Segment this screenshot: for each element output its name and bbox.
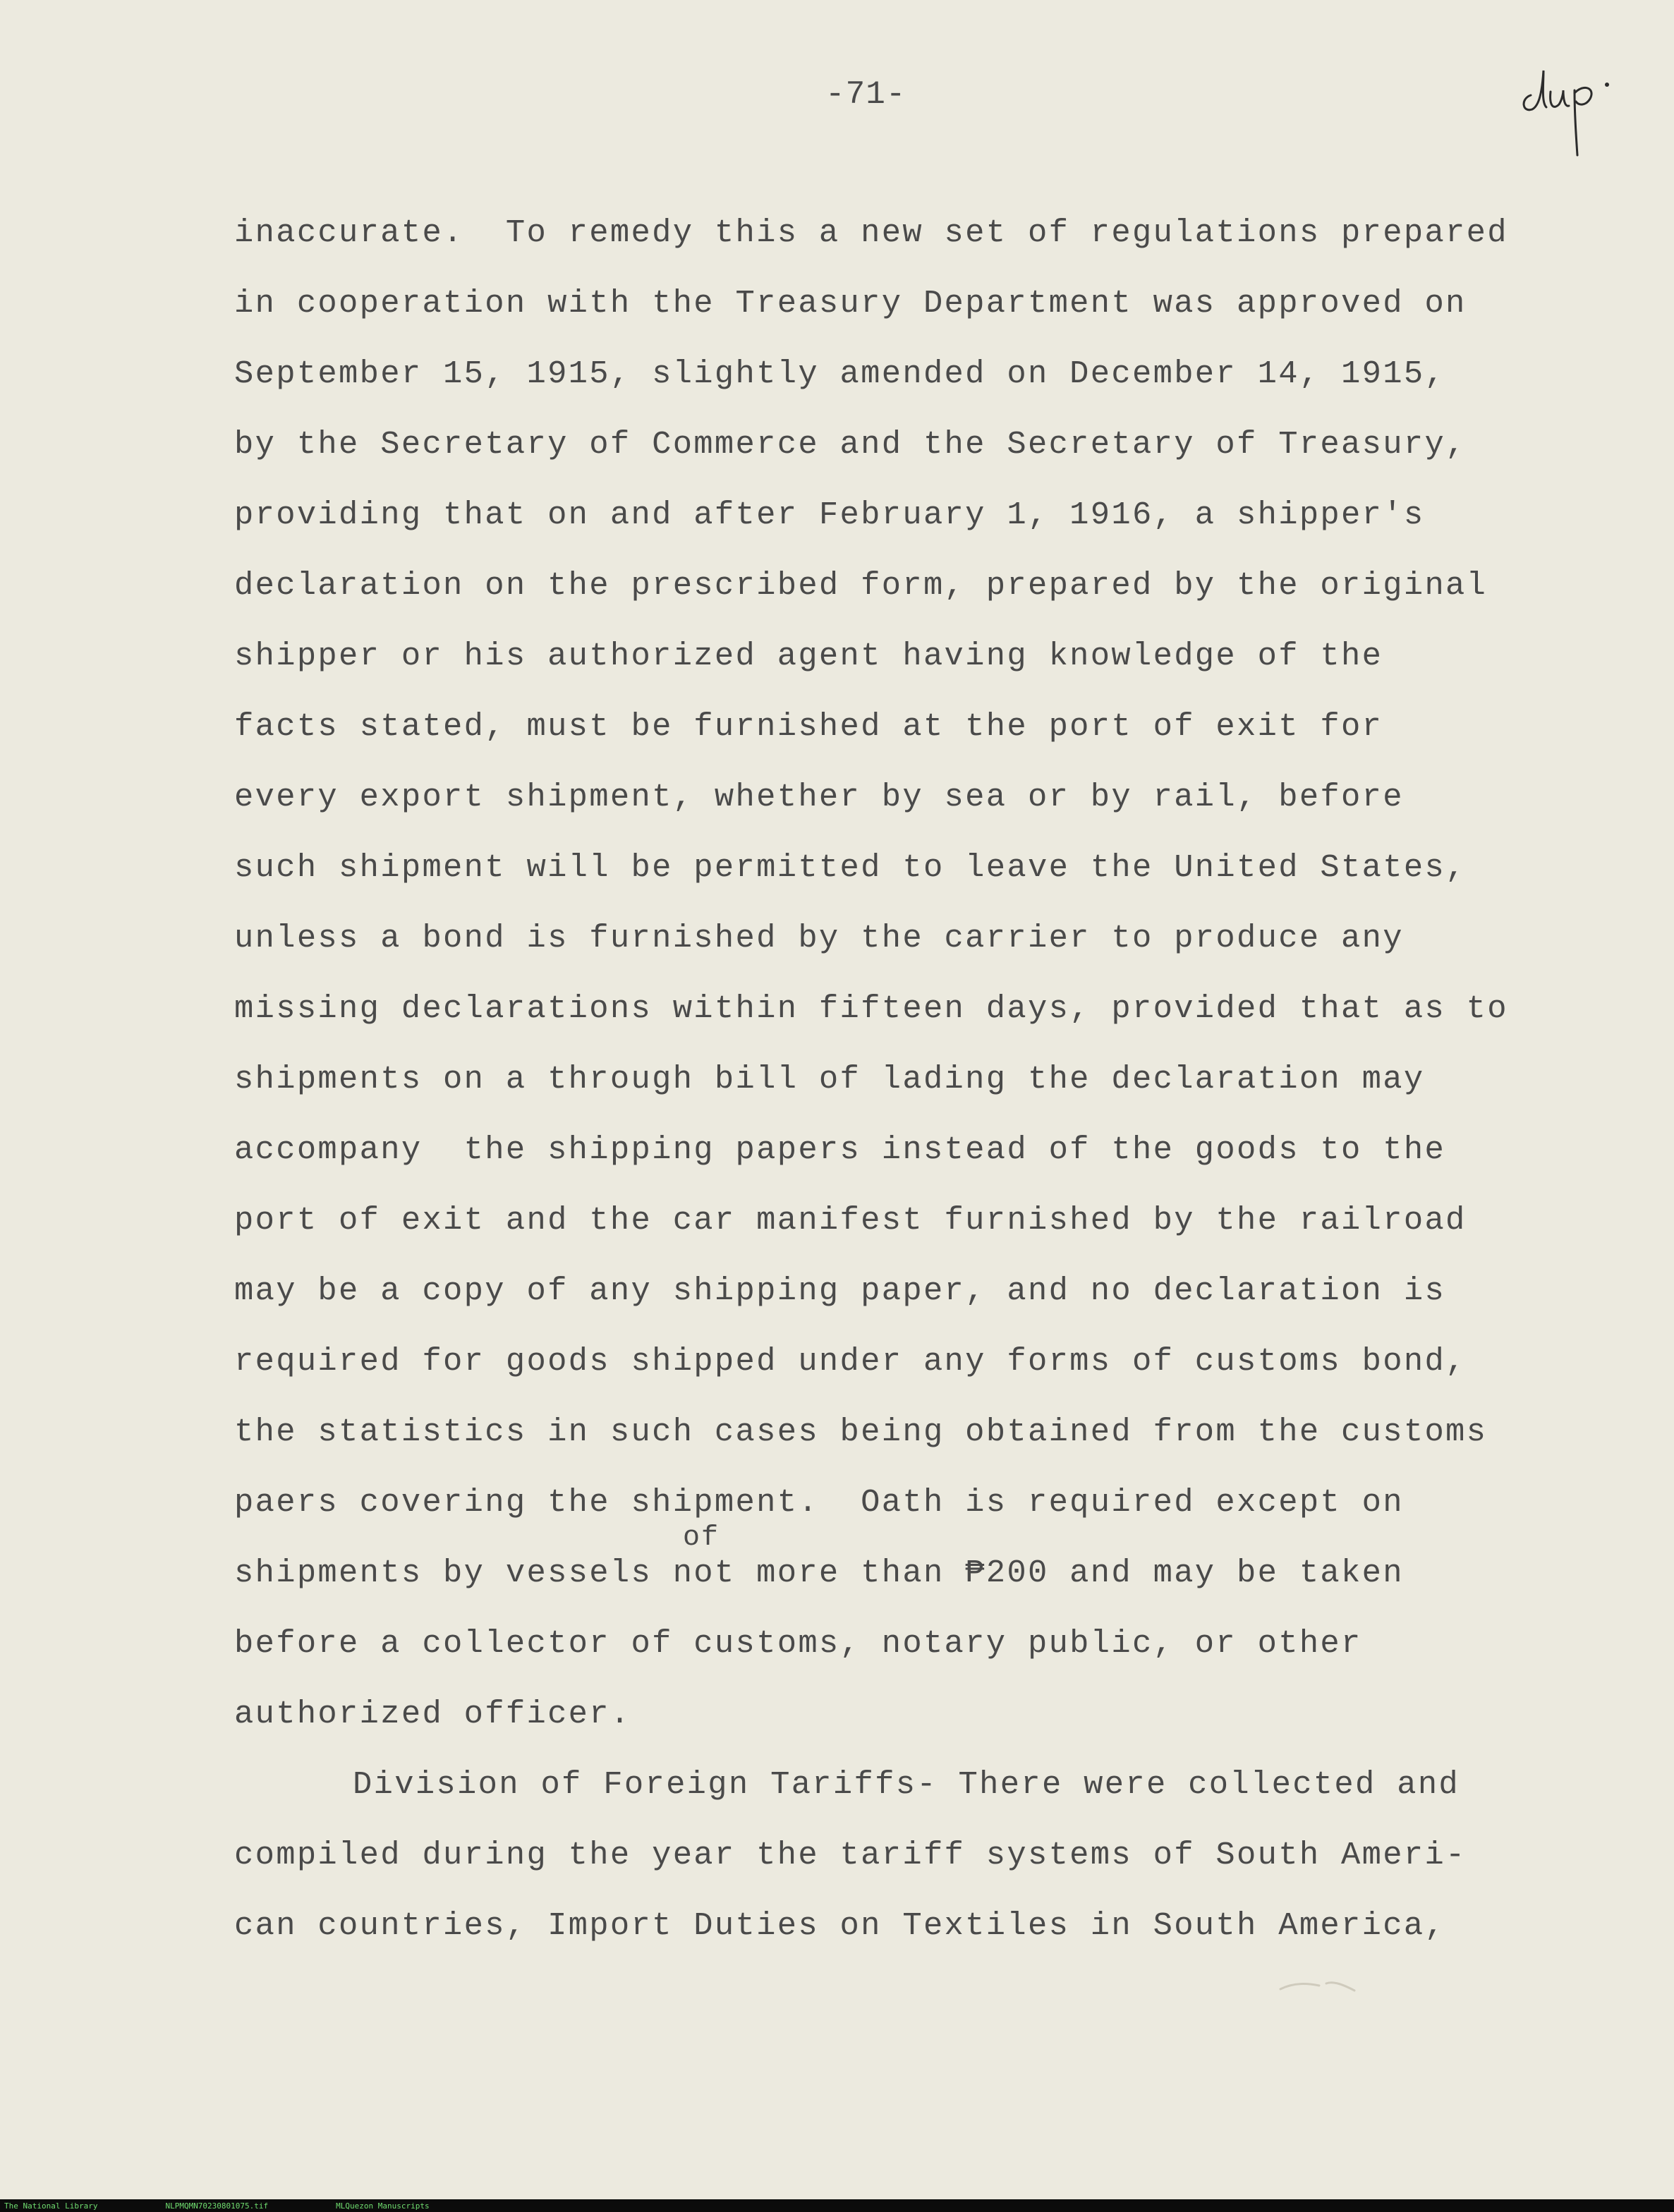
page-number: -71- [825,76,906,113]
interlinear-insertion: of [683,1522,720,1554]
body-line: September 15, 1915, slightly amended on December 14, 1915, [234,356,1446,392]
body-line: shipments on a through bill of lading the declaration may [234,1061,1425,1098]
body-line: such shipment will be permitted to leave the United States, [234,849,1467,886]
body-line: shipper or his authorized agent having knowledge of the [234,638,1383,674]
body-line: in cooperation with the Treasury Department was approved on [234,285,1467,322]
footer-library: The National Library [4,2201,98,2211]
body-line: providing that on and after February 1, 1916, a shipper's [234,497,1425,533]
paragraph-line: can countries, Import Duties on Textiles in South America, [234,1907,1446,1944]
body-line: authorized officer. [234,1696,631,1732]
body-line: accompany the shipping papers instead of the goods to the [234,1131,1446,1168]
body-line: port of exit and the car manifest furnished by the railroad [234,1202,1467,1239]
body-line: by the Secretary of Commerce and the Secretary of Treasury, [234,426,1467,463]
handwritten-annotation [1517,56,1630,162]
body-line: facts stated, must be furnished at the port of exit for [234,708,1383,745]
scan-footer-bar [0,2199,1674,2212]
handwritten-dup-mark [1517,56,1630,162]
body-line: declaration on the prescribed form, prepared by the original [234,567,1488,604]
footer-collection: MLQuezon Manuscripts [336,2201,430,2211]
paragraph-line: compiled during the year the tariff systems of South Ameri- [234,1837,1467,1873]
body-line: missing declarations within fifteen days, provided that as to [234,990,1508,1027]
body-line: required for goods shipped under any forms of customs bond, [234,1343,1467,1380]
paragraph-line: Division of Foreign Tariffs- There were collected and [353,1766,1460,1803]
body-line: paers covering the shipment. Oath is required except on [234,1484,1404,1521]
body-line: inaccurate. To remedy this a new set of regulations prepared [234,214,1508,251]
body-line: every export shipment, whether by sea or by rail, before [234,779,1404,815]
body-line: may be a copy of any shipping paper, and no declaration is [234,1272,1446,1309]
body-line: the statistics in such cases being obtained from the customs [234,1414,1488,1450]
body-line: shipments by vessels not more than ₱200 and may be taken [234,1555,1404,1591]
paper-smudge [1277,1975,1361,1996]
body-line: before a collector of customs, notary public, or other [234,1625,1362,1662]
body-line: unless a bond is furnished by the carrier to produce any [234,920,1404,956]
footer-filename: NLPMQMN70230801075.tif [165,2201,269,2211]
